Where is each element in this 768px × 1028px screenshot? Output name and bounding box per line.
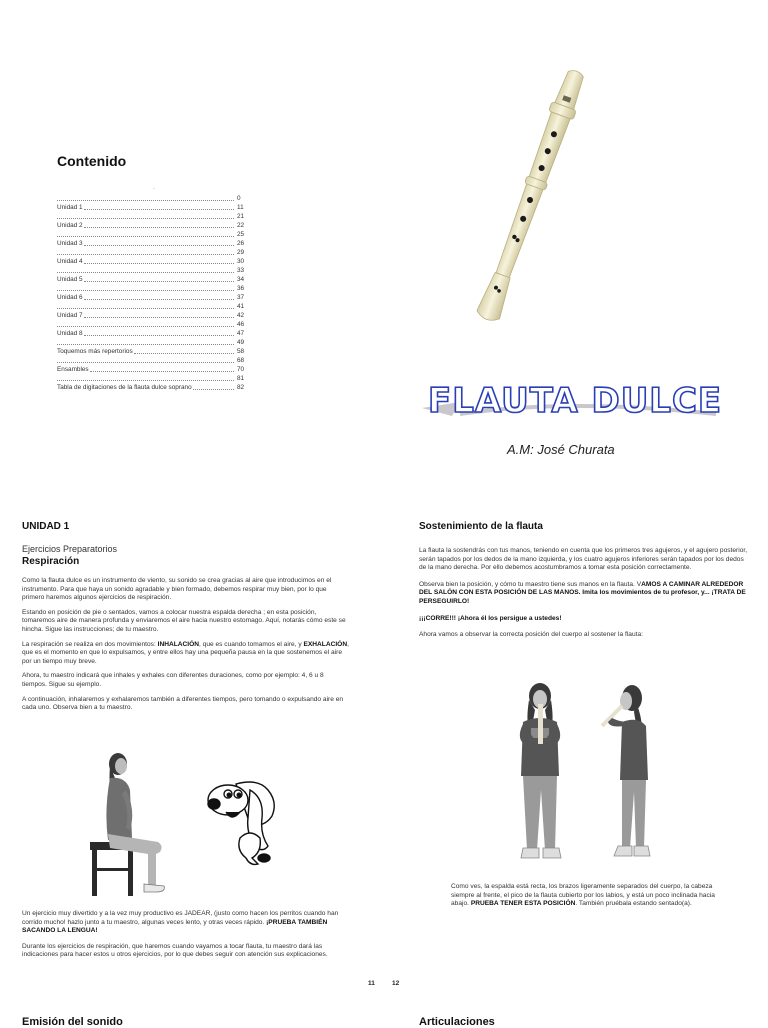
toc-label: Unidad 2 xyxy=(57,222,83,229)
toc-leader-dots xyxy=(57,290,234,291)
toc-row xyxy=(57,329,247,338)
toc-page-number: 49 xyxy=(237,339,245,346)
toc-page-number: 46 xyxy=(237,321,245,328)
toc-row xyxy=(57,221,247,230)
toc-label: Ensambles xyxy=(57,366,89,373)
next-page-heading-left: Emisión del sonido xyxy=(22,1016,123,1028)
toc-page-number: 11 xyxy=(237,204,244,211)
toc-label: Unidad 4 xyxy=(57,258,83,265)
toc-marker: · xyxy=(153,186,155,192)
toc-leader-dots xyxy=(84,281,234,282)
toc-row xyxy=(57,284,247,293)
toc-row xyxy=(57,203,247,212)
toc-page-number: 33 xyxy=(237,267,245,274)
toc-leader-dots xyxy=(57,380,234,381)
page-number-left: 11 xyxy=(368,980,375,987)
toc-leader-dots xyxy=(57,254,234,255)
paragraph: Durante los ejercicios de respiración, que haremos cuando vayamos a tocar flauta, tu maestro dará las indicaciones para hacer estos u otros ejercicios, por lo que debes seguir con atención sus explicaciones. xyxy=(22,942,328,959)
toc-page-number: 22 xyxy=(237,222,245,229)
toc-label: Unidad 3 xyxy=(57,240,83,247)
toc-leader-dots xyxy=(193,389,234,390)
photo-caption: Como ves, la espalda está recta, los brazos ligeramente separados del cuerpo, la cabeza siempre al frente, el pico de la flauta cubierto por los labios, y está un poco inclinada hacia abajo. PRUEBA TENER ESTA POSICIÓN. También pruébala estando sentado(a). xyxy=(451,883,715,908)
toc-leader-dots xyxy=(57,200,234,201)
toc-row xyxy=(57,320,247,329)
paragraph: Observa bien la posición, y cómo tu maestro tiene sus manos en la flauta. VAMOS A CAMINAR ALREDEDOR DEL SALÓN CON ESTA POSICIÓN DE LAS MANOS. Imita los movimientos de tu profesor, y... ¡TRATA DE PERSEGUIRLO! xyxy=(419,580,746,605)
toc-leader-dots xyxy=(84,245,234,246)
section-body-text xyxy=(419,547,748,648)
toc-leader-dots xyxy=(90,371,234,372)
toc-heading: Contenido xyxy=(57,153,127,169)
toc-row xyxy=(57,311,247,320)
recorder-illustration xyxy=(470,60,590,340)
toc-page-number: 21 xyxy=(237,213,245,220)
toc-leader-dots xyxy=(84,335,234,336)
toc-row xyxy=(57,293,247,302)
unit-title: UNIDAD 1 xyxy=(22,521,70,532)
toc-page-number: 0 xyxy=(237,195,241,202)
toc-row xyxy=(57,347,247,356)
unit-body-text-bottom xyxy=(22,910,350,967)
toc-leader-dots xyxy=(84,317,234,318)
toc-page-number: 58 xyxy=(237,348,245,355)
paragraph: Ahora vamos a observar la correcta posición del cuerpo al sostener la flauta: xyxy=(419,631,643,639)
toc-row xyxy=(57,338,247,347)
toc-leader-dots xyxy=(57,236,234,237)
toc-label: Tabla de digitaciones de la flauta dulce soprano xyxy=(57,384,192,391)
next-page-heading-right: Articulaciones xyxy=(419,1016,495,1028)
paragraph: Estando en posición de pie o sentados, vamos a colocar nuestra espalda derecha ; en esta posición, tomaremos aire de manera profunda y enviaremos el aire hacia nuestro estomago. Aquí, notarás cómo este se hincha. Sigue las instrucciones; de tu maestro. xyxy=(22,608,346,633)
girl-side-playing-photo xyxy=(598,682,668,864)
paragraph: Un ejercicio muy divertido y a la vez muy productivo es JADEAR, (justo como hacen los perritos cuando han corrido mucho! hazlo junto a tu maestro, algunas veces lento, y otras veces rápido. ¡PRUEBA TAMBIÉN SACANDO LA LENGUA! xyxy=(22,910,339,935)
toc-page-number: 34 xyxy=(237,276,245,283)
paragraph: La respiración se realiza en dos movimientos: INHALACIÓN, que es cuando tomamos el aire, y EXHALACIÓN, que es el momento en que lo expulsamos, y entre ellos hay una pequeña pausa en la que sostenemos el aire por un tiempo muy breve. xyxy=(22,640,349,665)
toc-row xyxy=(57,257,247,266)
toc-page-number: 30 xyxy=(237,258,245,265)
toc-page-number: 37 xyxy=(237,294,245,301)
toc-label: Toquemos más repertorios xyxy=(57,348,133,355)
table-of-contents xyxy=(57,194,247,392)
toc-page-number: 82 xyxy=(237,384,245,391)
unit-subtitle: Ejercicios Preparatorios xyxy=(22,544,118,554)
toc-row xyxy=(57,212,247,221)
toc-row xyxy=(57,383,247,392)
page-number-right: 12 xyxy=(392,980,400,987)
toc-leader-dots xyxy=(57,308,234,309)
toc-page-number: 47 xyxy=(237,330,245,337)
section-heading-respiracion: Respiración xyxy=(22,556,80,567)
toc-row xyxy=(57,266,247,275)
girl-front-playing-photo xyxy=(505,680,575,865)
toc-row xyxy=(57,239,247,248)
unit-body-text xyxy=(22,577,350,719)
cover-author: A.M: José Churata xyxy=(507,442,615,457)
toc-leader-dots xyxy=(134,353,234,354)
paragraph: ¡¡¡CORRE!!! ¡Ahora él los persigue a ustedes! xyxy=(419,614,562,622)
toc-label: Unidad 8 xyxy=(57,330,83,337)
toc-leader-dots xyxy=(57,362,234,363)
girl-sitting-photo xyxy=(86,750,186,900)
toc-leader-dots xyxy=(57,218,234,219)
toc-label: Unidad 5 xyxy=(57,276,83,283)
toc-row xyxy=(57,275,247,284)
toc-leader-dots xyxy=(57,326,234,327)
toc-page-number: 36 xyxy=(237,285,245,292)
toc-row xyxy=(57,248,247,257)
toc-row xyxy=(57,365,247,374)
paragraph: A continuación, inhalaremos y exhalaremos también a diferentes tiempos, pero tomando o expulsando aire en cada uno. Observa bien a tu maestro. xyxy=(22,695,344,712)
cover-title: FLAUTA DULCE xyxy=(428,381,723,421)
toc-leader-dots xyxy=(84,263,234,264)
toc-label: Unidad 7 xyxy=(57,312,83,319)
toc-row xyxy=(57,194,247,203)
toc-label: Unidad 1 xyxy=(57,204,83,211)
toc-page-number: 68 xyxy=(237,357,245,364)
toc-leader-dots xyxy=(57,272,234,273)
toc-page-number: 81 xyxy=(237,375,245,382)
paragraph: Ahora, tu maestro indicará que inhales y exhales con diferentes duraciones, como por ejemplo: 4, 6 u 8 tiempos. Sigue su ejemplo. xyxy=(22,672,324,688)
section-title-sostenimiento: Sostenimiento de la flauta xyxy=(419,521,543,532)
toc-leader-dots xyxy=(84,209,234,210)
toc-page-number: 41 xyxy=(237,303,245,310)
toc-row xyxy=(57,356,247,365)
toc-label: Unidad 6 xyxy=(57,294,83,301)
toc-row xyxy=(57,302,247,311)
toc-page-number: 29 xyxy=(237,249,245,256)
paragraph: La flauta la sostendrás con tus manos, teniendo en cuenta que los primeros tres agujeros, y el agujero posterior, serán tapados por los dedos de la mano izquierda, y los cuatro agujeros inferiores serán tapados por los dedos de la mano derecha. Por ello debemos acostumbramos a tomar esta posición correctamente. xyxy=(419,547,748,572)
toc-leader-dots xyxy=(84,227,234,228)
toc-page-number: 25 xyxy=(237,231,245,238)
toc-page-number: 70 xyxy=(237,366,245,373)
toc-row xyxy=(57,374,247,383)
toc-page-number: 26 xyxy=(237,240,245,247)
toc-row xyxy=(57,230,247,239)
toc-page-number: 42 xyxy=(237,312,245,319)
toc-leader-dots xyxy=(57,344,234,345)
paragraph: Como la flauta dulce es un instrumento de viento, su sonido se crea gracias al aire que introducimos en el instrumento. Para que haya un sonido agradable y bien formado, debemos respirar muy bien, por lo que primero haremos algunos ejercicios de respiración. xyxy=(22,577,332,602)
toc-leader-dots xyxy=(84,299,234,300)
dog-cartoon-illustration xyxy=(206,778,282,866)
